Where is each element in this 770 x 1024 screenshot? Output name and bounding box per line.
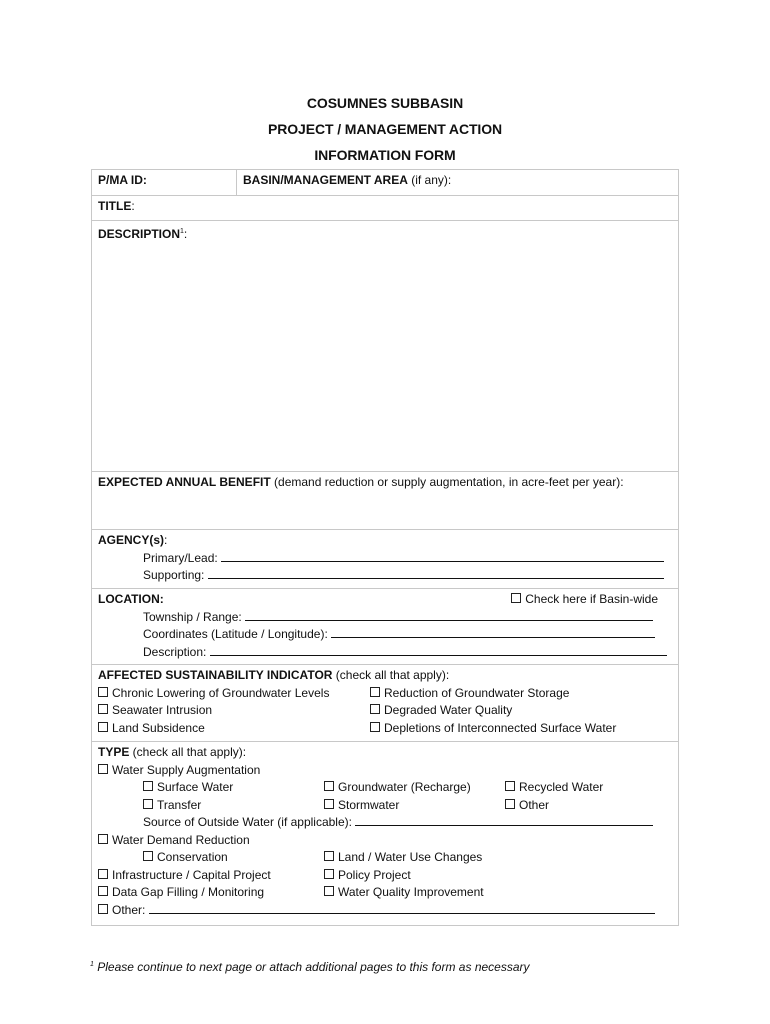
supporting-label: Supporting: [143, 568, 208, 582]
title-field[interactable] [92, 196, 678, 221]
checkbox-icon[interactable] [143, 799, 153, 809]
footnote [90, 960, 530, 974]
conservation-label: Conservation [157, 850, 228, 864]
primary-lead-label: Primary/Lead: [143, 550, 222, 565]
benefit-label: EXPECTED ANNUAL BENEFIT [98, 475, 271, 489]
other-sub-option[interactable] [505, 797, 549, 815]
checkbox-icon[interactable] [98, 834, 108, 844]
description-label: DESCRIPTION [98, 227, 181, 241]
checkbox-icon[interactable] [143, 781, 153, 791]
stormwater-option[interactable] [324, 797, 505, 815]
data-gap-option[interactable] [98, 884, 324, 902]
data-gap-label: Data Gap Filling / Monitoring [112, 885, 265, 899]
type-note: (check all that apply): [129, 745, 247, 759]
title-line-3: INFORMATION FORM [314, 147, 456, 163]
water-supply-label: Water Supply Augmentation [112, 762, 261, 777]
basin-wide-label: Check here if Basin-wide [525, 592, 658, 606]
footnote-text: Please continue to next page or attach additional pages to this form as necessary [93, 960, 530, 974]
supporting-line[interactable] [98, 567, 672, 585]
description-field[interactable] [92, 221, 678, 472]
indicator-option-label: Degraded Water Quality [384, 703, 513, 717]
location-section [92, 589, 678, 665]
location-label: LOCATION: [98, 592, 164, 606]
other-sub-label: Other [519, 797, 550, 812]
title-line-2: PROJECT / MANAGEMENT ACTION [267, 121, 502, 137]
checkbox-icon[interactable] [324, 869, 334, 879]
other-label: Other: [112, 902, 149, 917]
checkbox-icon[interactable] [324, 781, 334, 791]
agency-colon: : [164, 533, 168, 547]
basin-field[interactable] [237, 170, 678, 195]
type-section [92, 742, 678, 925]
pma-id-label: P/MA ID: [98, 173, 147, 187]
loc-description-line[interactable] [98, 644, 672, 662]
township-blank[interactable] [245, 609, 653, 621]
indicator-option[interactable] [98, 702, 370, 720]
indicator-option[interactable] [370, 685, 569, 703]
water-quality-label: Water Quality Improvement [338, 885, 484, 899]
primary-lead-blank[interactable] [221, 550, 664, 562]
indicator-option-label: Seawater Intrusion [112, 703, 213, 717]
description-colon: : [183, 227, 188, 241]
checkbox-icon[interactable] [98, 886, 108, 896]
recycled-water-label: Recycled Water [519, 780, 604, 794]
checkbox-icon[interactable] [370, 722, 380, 732]
checkbox-icon[interactable] [324, 799, 334, 809]
policy-label: Policy Project [338, 867, 411, 882]
checkbox-icon[interactable] [324, 851, 334, 861]
other-blank[interactable] [149, 902, 655, 914]
id-row [92, 170, 678, 196]
checkbox-icon[interactable] [98, 687, 108, 697]
footnote-mark: 1 [90, 961, 94, 968]
title-colon: : [131, 199, 135, 213]
demand-reduction-label: Water Demand Reduction [112, 832, 250, 847]
groundwater-recharge-option[interactable] [324, 779, 505, 797]
policy-option[interactable] [324, 867, 411, 885]
checkbox-icon[interactable] [98, 764, 108, 774]
demand-reduction-option[interactable] [98, 832, 672, 850]
surface-water-option[interactable] [143, 779, 324, 797]
loc-description-blank[interactable] [210, 644, 667, 656]
conservation-option[interactable] [143, 849, 324, 867]
basin-wide-checkbox[interactable] [511, 591, 658, 609]
checkbox-icon[interactable] [505, 781, 515, 791]
indicator-label: AFFECTED SUSTAINABILITY INDICATOR [98, 668, 333, 682]
transfer-label: Transfer [157, 797, 202, 812]
benefit-field[interactable] [92, 472, 678, 530]
indicator-option[interactable] [370, 720, 616, 738]
indicator-option-label: Depletions of Interconnected Surface Water [384, 720, 617, 735]
stormwater-label: Stormwater [338, 797, 400, 812]
supporting-blank[interactable] [208, 567, 664, 579]
benefit-note: (demand reduction or supply augmentation, in acre-feet per year): [270, 475, 624, 489]
source-outside-line[interactable] [98, 814, 672, 832]
groundwater-recharge-label: Groundwater (Recharge) [338, 780, 471, 794]
information-form [91, 169, 679, 926]
township-line[interactable] [98, 609, 672, 627]
checkbox-icon[interactable] [98, 722, 108, 732]
land-water-use-label: Land / Water Use Changes [338, 850, 483, 864]
source-outside-label: Source of Outside Water (if applicable): [143, 815, 356, 829]
checkbox-icon[interactable] [511, 593, 521, 603]
coordinates-blank[interactable] [331, 626, 655, 638]
description-footnote-mark: 1 [180, 228, 184, 235]
indicator-option-label: Reduction of Groundwater Storage [384, 685, 570, 700]
transfer-option[interactable] [143, 797, 324, 815]
agency-section [92, 530, 678, 589]
indicator-option-label: Chronic Lowering of Groundwater Levels [112, 685, 330, 700]
recycled-water-option[interactable] [505, 779, 603, 797]
checkbox-icon[interactable] [98, 904, 108, 914]
checkbox-icon[interactable] [143, 851, 153, 861]
indicator-option[interactable] [98, 685, 370, 703]
basin-note: (if any): [407, 173, 452, 187]
primary-lead-line[interactable] [98, 550, 672, 568]
checkbox-icon[interactable] [98, 704, 108, 714]
checkbox-icon[interactable] [324, 886, 334, 896]
infrastructure-option[interactable] [98, 867, 324, 885]
township-label: Township / Range: [143, 609, 242, 624]
basin-label: BASIN/MANAGEMENT AREA [243, 173, 408, 187]
land-water-use-option[interactable] [324, 849, 482, 867]
other-option[interactable] [98, 902, 672, 920]
water-supply-option[interactable] [98, 762, 672, 780]
type-label: TYPE [98, 745, 130, 759]
agency-label: AGENCY(s) [98, 533, 165, 547]
title-label: TITLE [98, 199, 132, 213]
title-line-1: COSUMNES SUBBASIN [306, 95, 464, 111]
checkbox-icon[interactable] [98, 869, 108, 879]
coordinates-label: Coordinates (Latitude / Longitude): [143, 627, 332, 641]
indicator-section [92, 665, 678, 742]
form-title [0, 90, 770, 168]
coordinates-line[interactable] [98, 626, 672, 644]
water-quality-option[interactable] [324, 884, 484, 902]
indicator-option[interactable] [370, 702, 512, 720]
surface-water-label: Surface Water [157, 780, 234, 794]
indicator-option-label: Land Subsidence [112, 720, 205, 735]
source-outside-blank[interactable] [355, 814, 653, 826]
checkbox-icon[interactable] [370, 687, 380, 697]
infrastructure-label: Infrastructure / Capital Project [112, 867, 271, 882]
pma-id-field[interactable] [92, 170, 237, 195]
indicator-option[interactable] [98, 720, 370, 738]
checkbox-icon[interactable] [505, 799, 515, 809]
indicator-note: (check all that apply): [332, 668, 450, 682]
loc-description-label: Description: [143, 644, 210, 659]
checkbox-icon[interactable] [370, 704, 380, 714]
